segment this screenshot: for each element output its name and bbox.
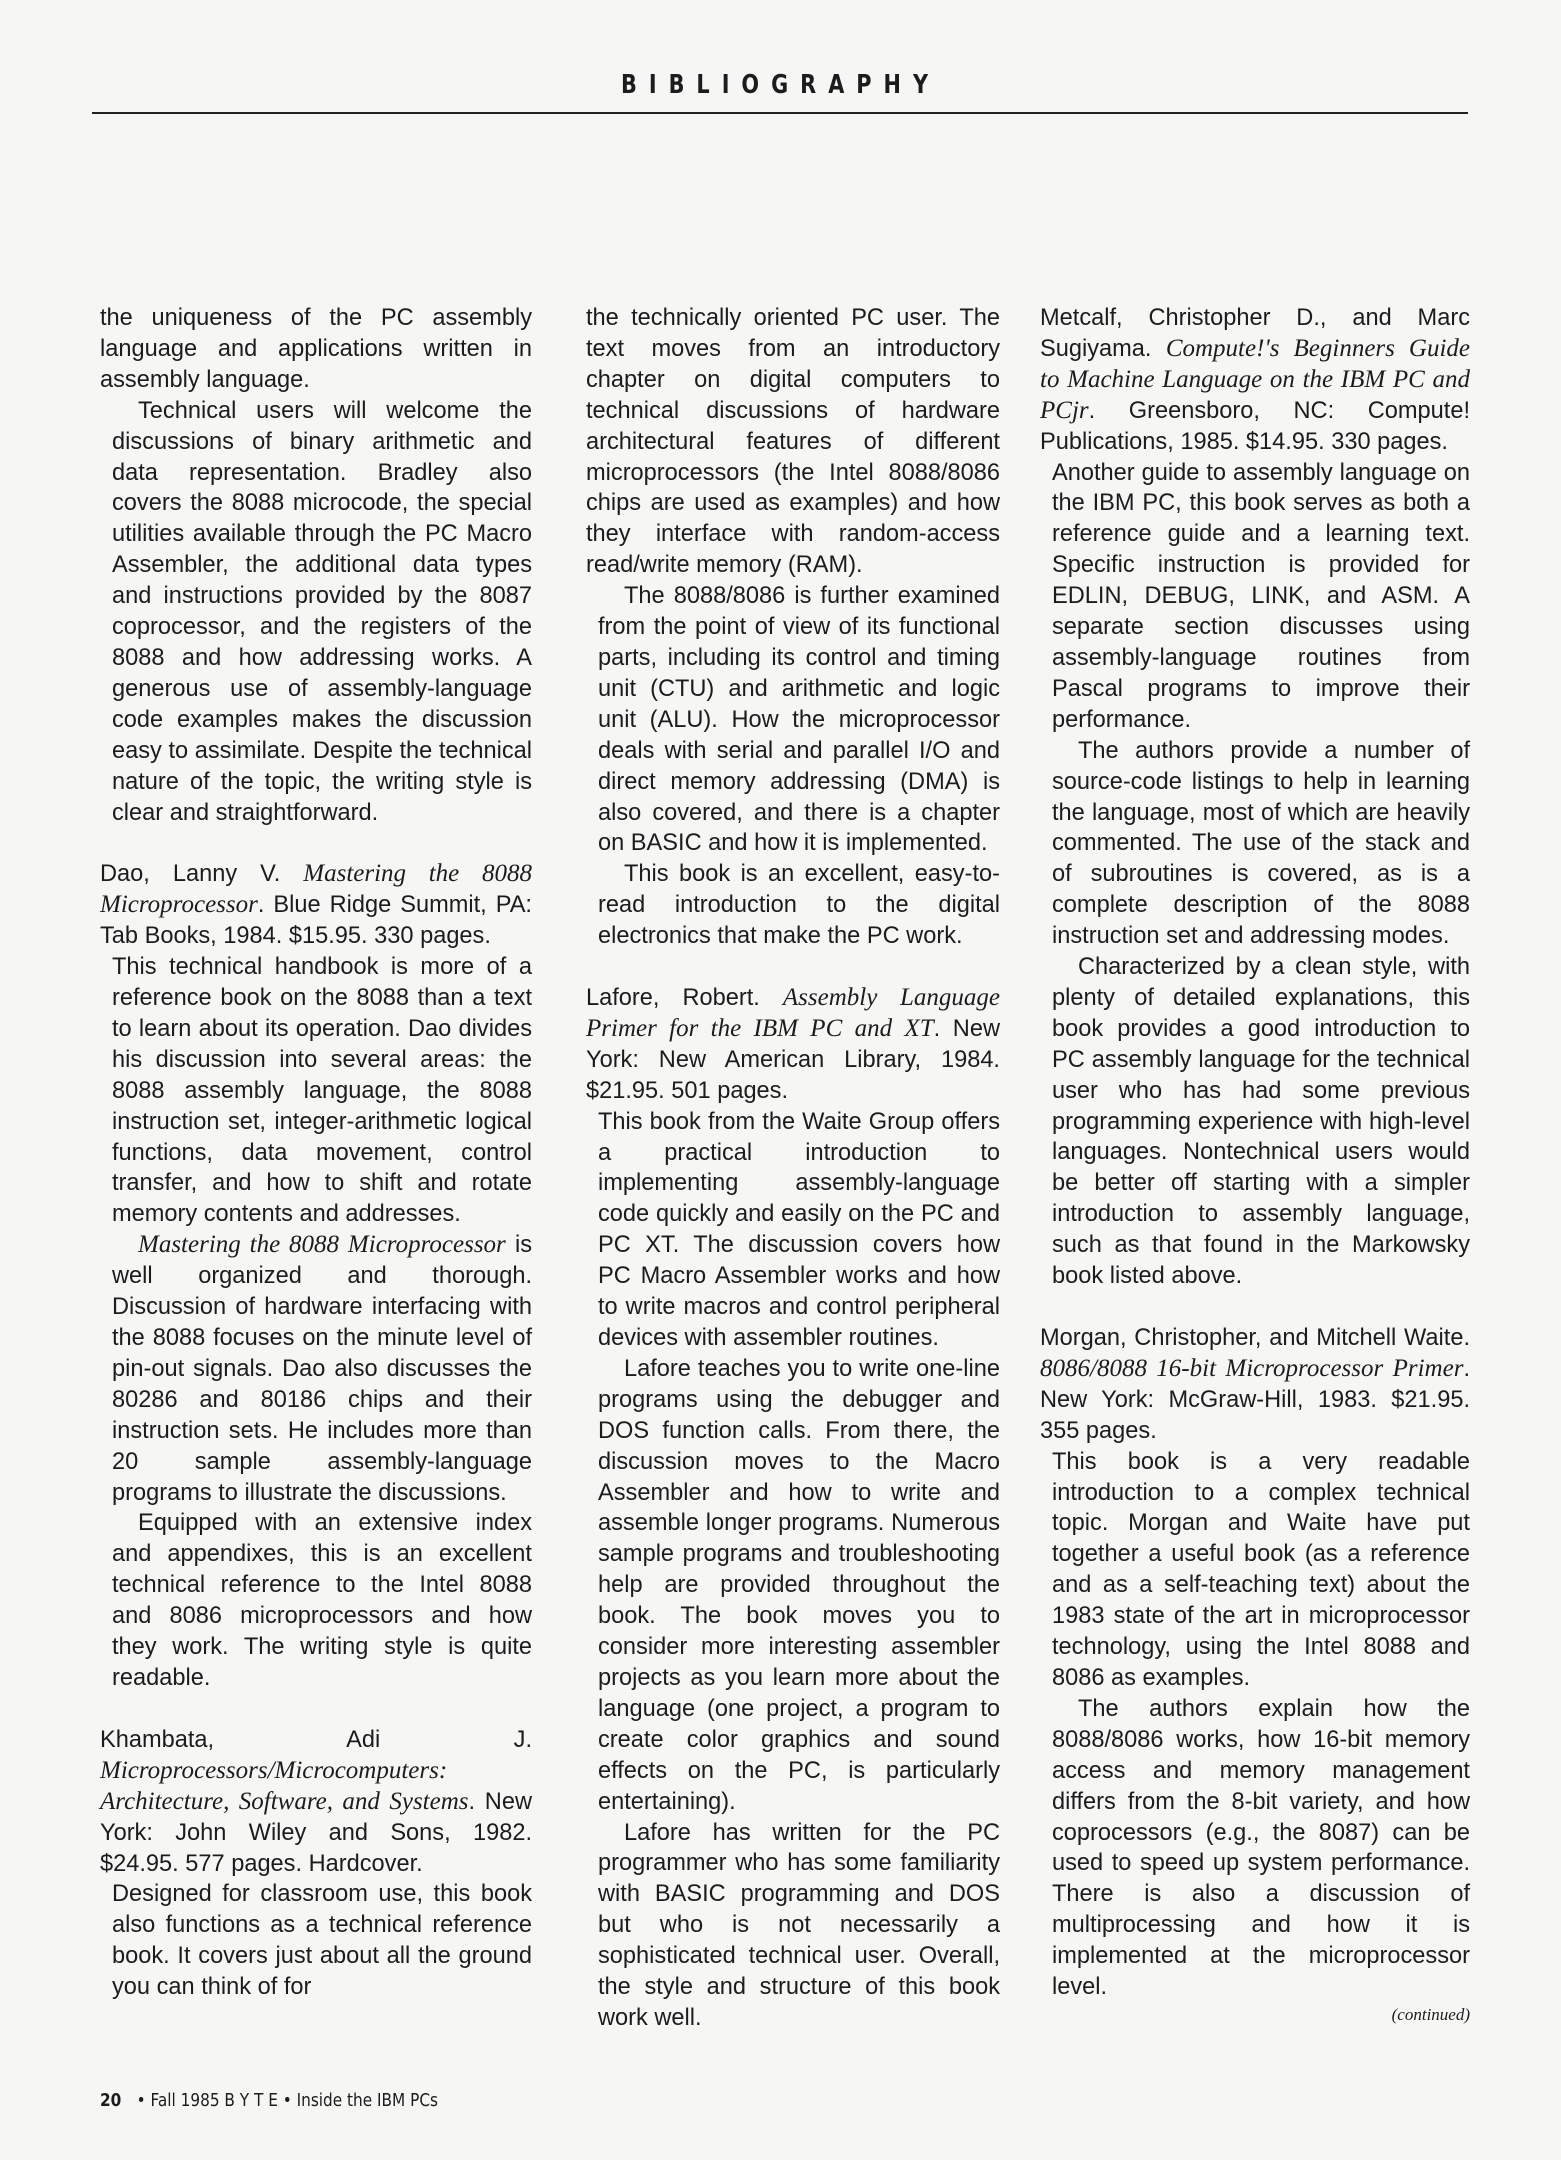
text-run: is well organized and thorough. Discussion of hardware interfacing with the 8088 focuses on the minute level of pin-out signals. Dao also discusses the 80286 and 80186 chips and their instruction sets. He includes more than 20 sample assembly-language programs to illustrate the discussions. [112, 1232, 532, 1506]
review-paragraph [1052, 1447, 1470, 1694]
review-paragraph [1052, 736, 1470, 952]
text-run: The authors provide a number of source-code listings to help in learning the language, most of which are heavily commented. The use of the stack and of subroutines is covered, as is a complete description of the 8088 instruction set and addressing modes. [1052, 737, 1470, 950]
text-run: This book from the Waite Group offers a practical introduction to implementing assembly-language code quickly and easily on the PC and PC XT. The discussion covers how PC Macro Assembler works and how to write macros and control peripheral devices with assembler routines. [598, 1108, 1000, 1351]
column-left [100, 303, 532, 2003]
bibliography-citation [100, 1725, 532, 1880]
review-paragraph [1052, 952, 1470, 1292]
review-paragraph [112, 1508, 532, 1693]
bibliography-citation [1040, 303, 1470, 458]
book-title: Microprocessors/Microcomputers: Architecture, Software, and Systems [100, 1756, 469, 1815]
text-run: Lafore teaches you to write one-line programs using the debugger and DOS function calls. From there, the discussion moves to the Macro Assembler and how to write and assemble longer programs. Numerous sample programs and troubleshooting help are provided throughout the book. The book moves you to consider more interesting assembler projects as you learn more about the language (one project, a program to create color graphics and sound effects on the PC, is particularly entertaining). [598, 1355, 1000, 1815]
review-paragraph [112, 396, 532, 829]
book-title: Mastering the 8088 Microprocessor [100, 860, 532, 919]
column-middle [586, 303, 1000, 2034]
text-run: This book is a very readable introduction to a complex technical topic. Morgan and Waite have put together a useful book (as a reference and as a self-teaching text) about the 1983 state of the art in microprocessor technology, using the Intel 8088 and 8086 as examples. [1052, 1448, 1470, 1691]
text-run: Designed for classroom use, this book also functions as a technical reference book. It covers just about all the ground you can think of for [112, 1881, 532, 2001]
book-title: Compute!'s Beginners Guide to Machine Language on the IBM PC and PCjr [1040, 334, 1470, 424]
review-paragraph [112, 1879, 532, 2003]
column-right [1040, 303, 1470, 2027]
review-paragraph [112, 1230, 532, 1508]
page-footer [100, 2090, 438, 2111]
book-title: 8086/8088 16-bit Microprocessor Primer [1040, 1354, 1464, 1382]
text-run: Characterized by a clean style, with plenty of detailed explanations, this book provides a good introduction to PC assembly language for the technical user who has had some previous programming experience with high-level languages. Nontechnical users would be better off starting with a simpler introduction to assembly language, such as that found in the Markowsky book listed above. [1052, 954, 1470, 1290]
review-paragraph [598, 1818, 1000, 2034]
text-run: Morgan, Christopher, and Mitchell Waite. [1040, 1325, 1470, 1351]
text-run: The authors explain how the 8088/8086 works, how 16-bit memory access and memory management differs from the 8-bit variety, and how coprocessors (e.g., the 8087) can be used to speed up system performance. There is also a discussion of multiprocessing and how it is implemented at the microprocessor level. [1052, 1695, 1470, 2001]
header-rule [92, 112, 1468, 114]
text-run: . New York: New American Library, 1984. $21.95. 501 pages. [586, 1015, 1000, 1104]
review-paragraph [586, 303, 1000, 581]
text-run: the technically oriented PC user. The text moves from an introductory chapter on digital computers to technical discussions of hardware architectural features of different microprocessors (the Intel 8088/8086 chips are used as examples) and how they interface with random-access read/write memory (RAM). [586, 305, 1000, 579]
text-run: This book is an excellent, easy-to-read introduction to the digital electronics that make the PC work. [598, 861, 1000, 950]
text-run: Khambata, Adi J. [100, 1726, 532, 1753]
text-run: . Greensboro, NC: Compute! Publications, 1985. $14.95. 330 pages. [1040, 397, 1470, 455]
review-paragraph [598, 1107, 1000, 1354]
text-run: . New York: John Wiley and Sons, 1982. $24.95. 577 pages. Hardcover. [100, 1788, 532, 1877]
bibliography-citation [100, 859, 532, 952]
book-title: Mastering the 8088 Microprocessor [138, 1231, 506, 1259]
bibliography-citation [586, 983, 1000, 1107]
text-run: Metcalf, Christopher D., and Marc Sugiyama. [1040, 305, 1470, 362]
review-paragraph [100, 303, 532, 396]
review-paragraph [1052, 1694, 1470, 2003]
review-paragraph [598, 581, 1000, 859]
review-paragraph [1052, 458, 1470, 736]
review-paragraph [112, 952, 532, 1230]
text-run: Lafore, Robert. [586, 985, 783, 1012]
text-run: . New York: McGraw-Hill, 1983. $21.95. 355 pages. [1040, 1355, 1470, 1444]
continued-label: (continued) [1391, 2004, 1470, 2024]
text-run: Another guide to assembly language on the IBM PC, this book serves as both a reference guide and a learning text. Specific instruction is provided for EDLIN, DEBUG, LINK, and ASM. A separate section discusses using assembly-language routines from Pascal programs to improve their performance. [1052, 459, 1470, 733]
text-run: Lafore has written for the PC programmer who has some familiarity with BASIC programming and DOS but who is not necessarily a sophisticated technical user. Overall, the style and structure of this book work well. [598, 1819, 1000, 2031]
text-run: . Blue Ridge Summit, PA: Tab Books, 1984. $15.95. 330 pages. [100, 892, 532, 950]
text-run: Dao, Lanny V. [100, 861, 304, 888]
section-header: BIBLIOGRAPHY [620, 70, 941, 100]
footer-text: • Fall 1985 B Y T E • Inside the IBM PCs [136, 2090, 438, 2111]
page-number: 20 [100, 2090, 122, 2111]
text-run: Equipped with an extensive index and appendixes, this is an excellent technical reference to the Intel 8088 and 8086 microprocessors and how they work. The writing style is quite readable. [112, 1510, 532, 1691]
review-paragraph [598, 859, 1000, 952]
bibliography-citation [1040, 1323, 1470, 1447]
text-run: The 8088/8086 is further examined from the point of view of its functional parts, including its control and timing unit (CTU) and arithmetic and logic unit (ALU). How the microprocessor deals with serial and parallel I/O and direct memory addressing (DMA) is also covered, and there is a chapter on BASIC and how it is implemented. [598, 583, 1000, 857]
text-run: This technical handbook is more of a reference book on the 8088 than a text to learn about its operation. Dao divides his discussion into several areas: the 8088 assembly language, the 8088 instruction set, integer-arithmetic logical functions, data movement, control transfer, and how to shift and rotate memory contents and addresses. [112, 954, 532, 1228]
text-run: Technical users will welcome the discussions of binary arithmetic and data representation. Bradley also covers the 8088 microcode, the special utilities available through the PC Macro Assembler, the additional data types and instructions provided by the 8087 coprocessor, and the registers of the 8088 and how addressing works. A generous use of assembly-language code examples makes the discussion easy to assimilate. Despite the technical nature of the topic, the writing style is clear and straightforward. [112, 397, 532, 826]
book-title: Assembly Language Primer for the IBM PC and XT [586, 984, 1001, 1042]
review-paragraph [598, 1354, 1000, 1818]
text-run: the uniqueness of the PC assembly language and applications written in assembly language. [100, 305, 532, 393]
